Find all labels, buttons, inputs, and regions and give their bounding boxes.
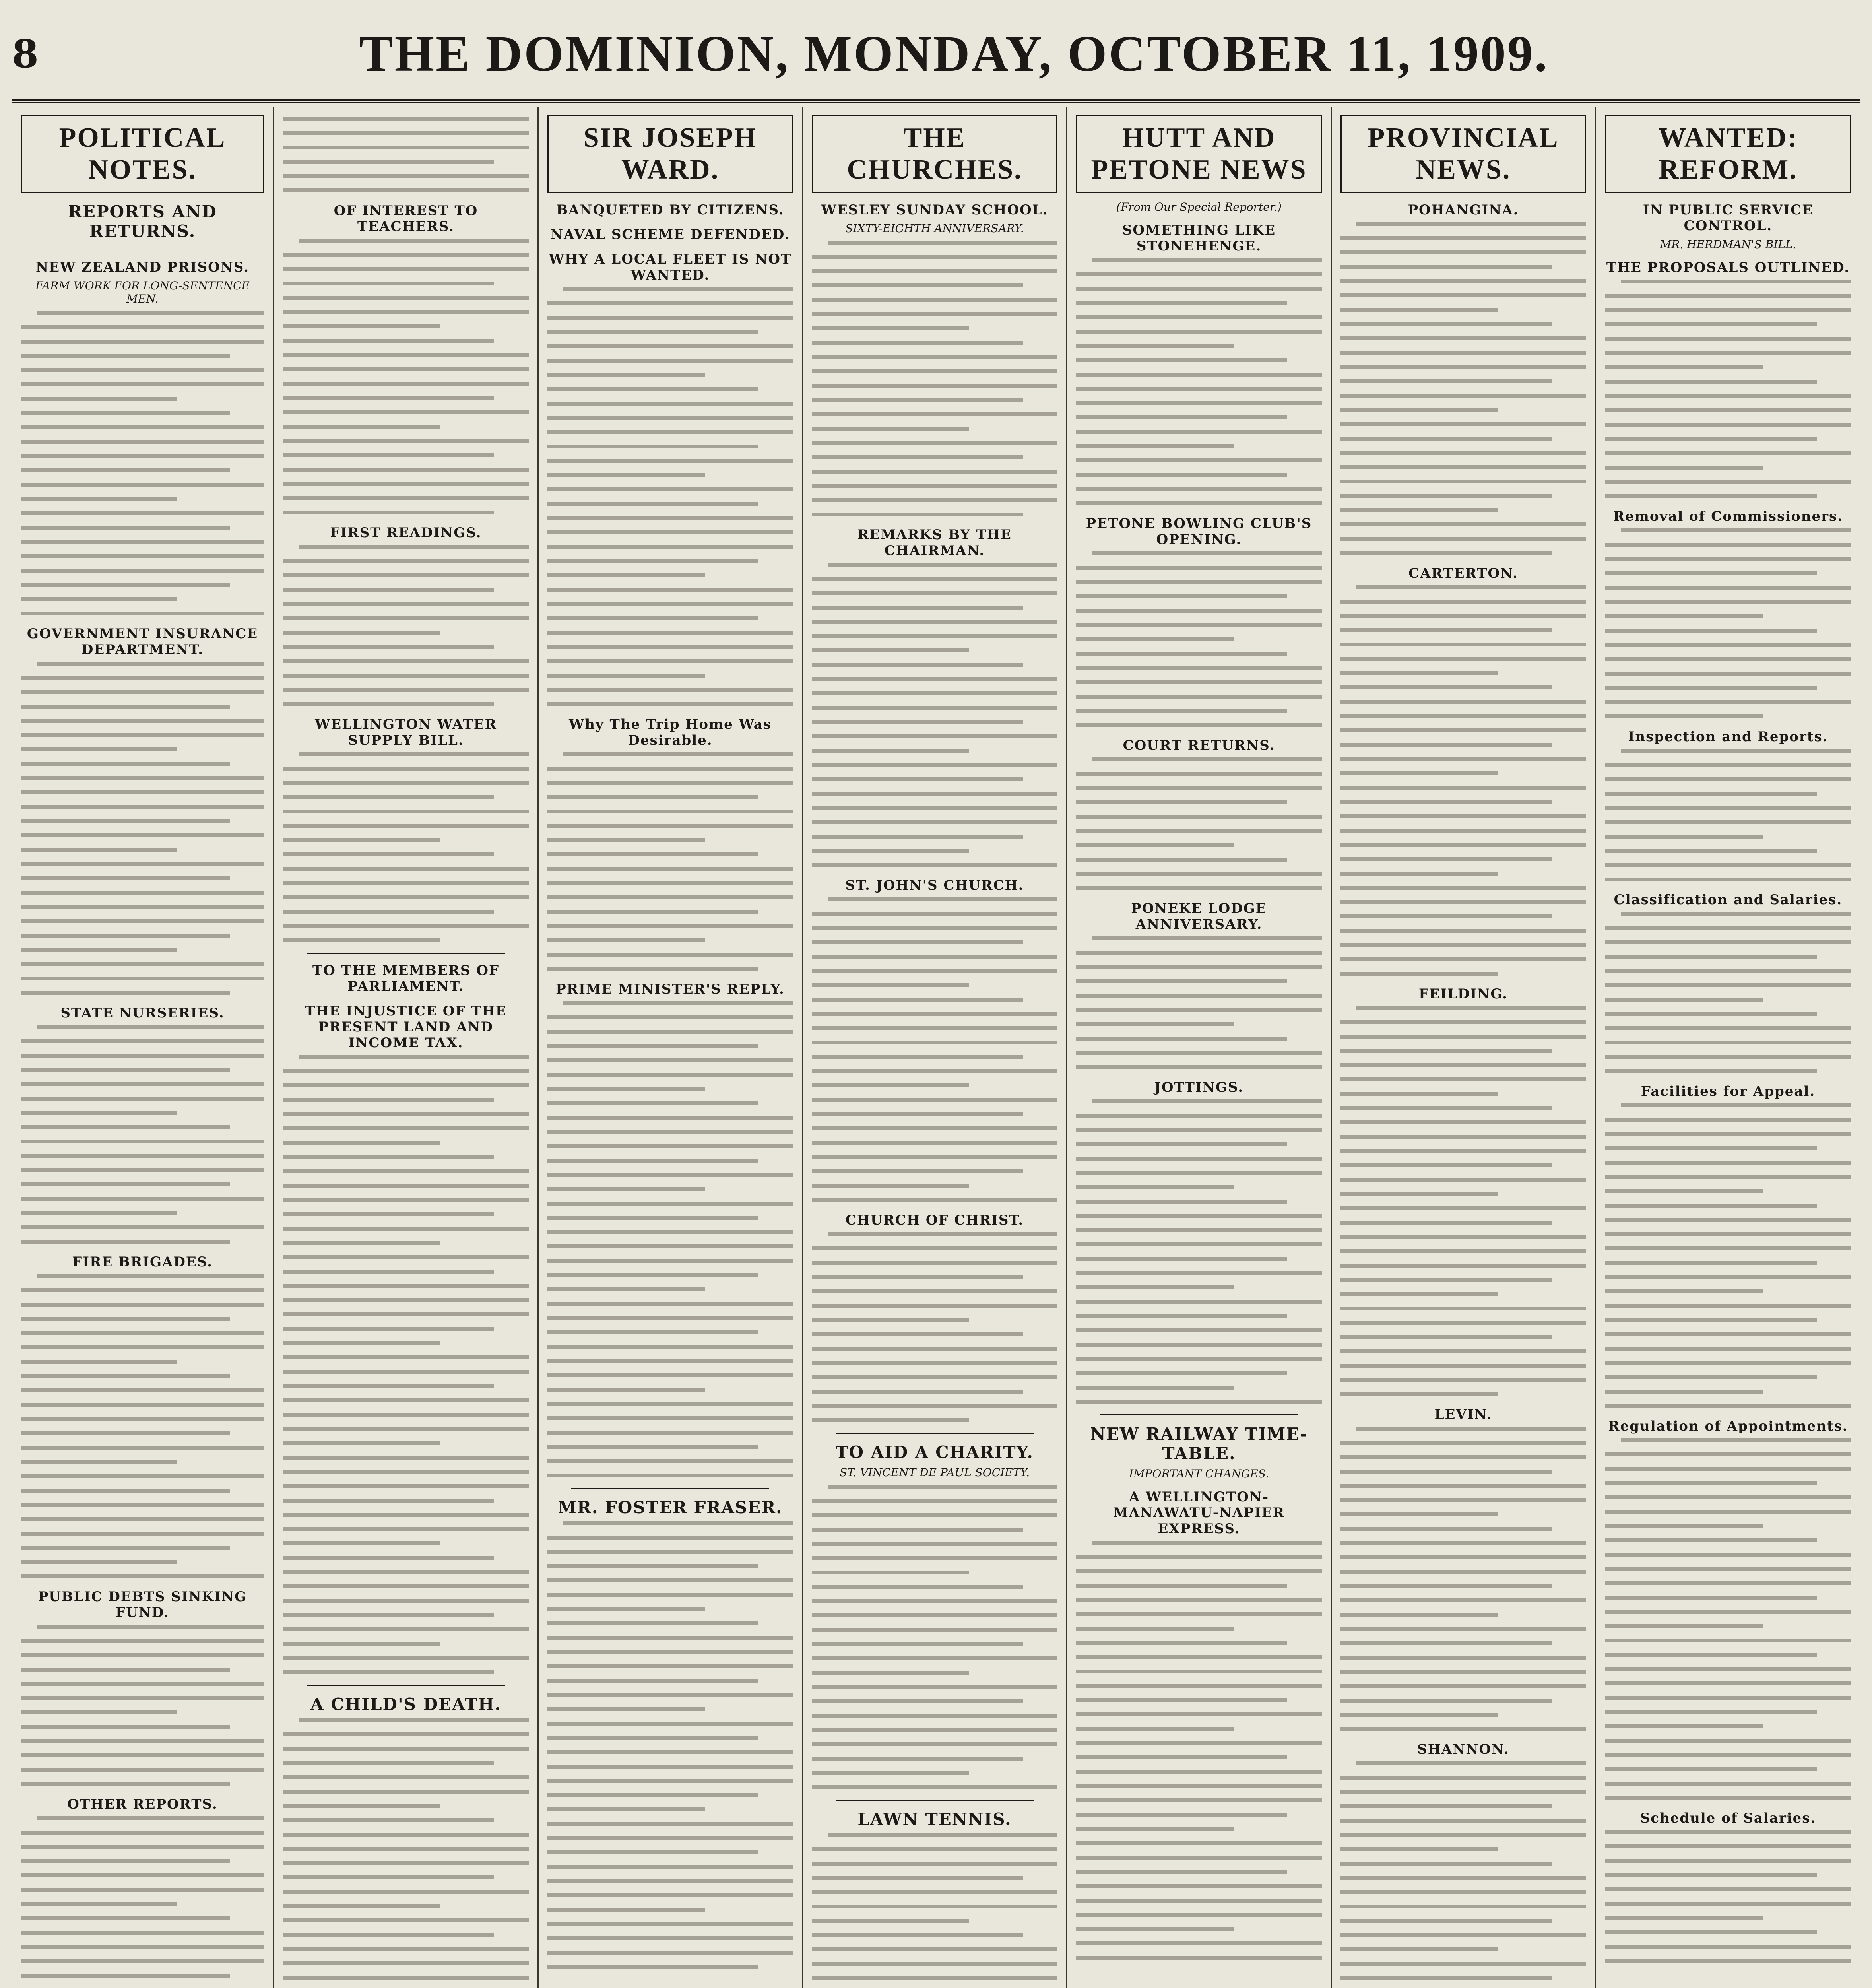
section-heading: Classification and Salaries. [1614,892,1843,908]
section-heading: TO AID A CHARITY. [836,1442,1034,1462]
section-heading: THE INJUSTICE OF THE PRESENT LAND AND INCOME TAX. [305,1003,507,1051]
column-parliament [274,107,539,1988]
article-body [283,117,529,192]
article-body [1076,551,1322,727]
section-heading: NEW RAILWAY TIME-TABLE. [1090,1424,1308,1463]
section-heading: THE PROPOSALS OUTLINED. [1606,260,1850,276]
article-body [1340,1427,1586,1731]
article-body [283,545,529,706]
column-heading: HUTT AND PETONE NEWS [1076,115,1322,193]
section-heading: MR. FOSTER FRASER. [558,1498,783,1517]
article-body [1340,222,1586,555]
article-body [1076,936,1322,1069]
article-body [283,1718,529,1988]
article-body [812,1232,1057,1422]
article-body [21,1274,264,1578]
article-body [1605,280,1851,498]
section-heading: WHY A LOCAL FLEET IS NOT WANTED. [549,251,792,283]
section-heading: POHANGINA. [1408,202,1519,218]
section-deck: MR. HERDMAN'S BILL. [1660,238,1796,251]
column-heading: THE CHURCHES. [812,115,1057,193]
section-heading: SHANNON. [1417,1741,1509,1757]
section-heading: A WELLINGTON-MANAWATU-NAPIER EXPRESS. [1113,1489,1285,1537]
section-heading: NEW ZEALAND PRISONS. [36,259,249,275]
section-heading: FEILDING. [1419,986,1508,1002]
section-heading: A CHILD'S DEATH. [310,1695,501,1714]
article-body [1076,1099,1322,1404]
page-number: 8 [12,31,39,76]
article-body [812,563,1057,867]
article-body [547,1001,793,1477]
column-heading: POLITICAL NOTES. [21,115,264,193]
section-heading: OTHER REPORTS. [67,1796,218,1812]
article-body [21,1816,264,1988]
column-provincial-news [1332,107,1596,1988]
column-heading: SIR JOSEPH WARD. [547,115,793,193]
article-body [812,1833,1057,1988]
article-body [1605,1103,1851,1408]
article-body [1340,1006,1586,1396]
section-heading: PRIME MINISTER'S REPLY. [556,981,785,997]
section-heading: PONEKE LODGE ANNIVERSARY. [1131,901,1267,932]
section-heading: IN PUBLIC SERVICE CONTROL. [1643,202,1814,234]
column-sir-joseph-ward [539,107,803,1988]
section-heading: CARTERTON. [1408,565,1518,581]
article-body [21,662,264,995]
article-body [812,1485,1057,1789]
article-body [1605,749,1851,881]
section-heading: REMARKS BY THE CHAIRMAN. [857,527,1012,559]
article-body [1340,585,1586,976]
article-body [812,241,1057,516]
article-body [1076,258,1322,505]
section-heading: NAVAL SCHEME DEFENDED. [551,227,790,243]
section-heading: WELLINGTON WATER SUPPLY BILL. [315,716,497,748]
section-heading: TO THE MEMBERS OF PARLIAMENT. [312,963,500,994]
section-heading: WESLEY SUNDAY SCHOOL. [821,202,1048,218]
article-body [283,1055,529,1674]
column-wanted-reform [1596,107,1860,1988]
section-heading: PUBLIC DEBTS SINKING FUND. [38,1589,247,1621]
section-heading: BANQUETED BY CITIZENS. [556,202,784,218]
masthead-title: THE DOMINION, MONDAY, OCTOBER 11, 1909. [359,25,1549,82]
column-political-notes [12,107,274,1988]
section-heading: Why The Trip Home Was Desirable. [569,716,772,748]
section-heading: LAWN TENNIS. [857,1809,1012,1829]
section-heading: PETONE BOWLING CLUB'S OPENING. [1086,516,1312,547]
article-body [1076,1541,1322,1960]
section-deck: IMPORTANT CHANGES. [1129,1467,1269,1480]
section-heading: Removal of Commissioners. [1613,509,1843,524]
section-deck: (From Our Special Reporter.) [1116,200,1282,214]
section-heading: LEVIN. [1434,1407,1492,1423]
section-heading: REPORTS AND RETURNS. [68,202,217,241]
section-heading: SOMETHING LIKE STONEHENGE. [1122,222,1276,254]
section-heading: GOVERNMENT INSURANCE DEPARTMENT. [27,626,258,658]
section-heading: CHURCH OF CHRIST. [845,1212,1024,1228]
section-heading: Inspection and Reports. [1628,729,1828,745]
article-body [21,311,264,615]
section-heading: COURT RETURNS. [1123,738,1275,753]
article-body [283,239,529,514]
article-body [1076,757,1322,890]
article-body [812,897,1057,1202]
section-heading: Regulation of Appointments. [1608,1418,1848,1434]
article-body [1605,1438,1851,1800]
column-heading: PROVINCIAL NEWS. [1340,115,1586,193]
column-churches [803,107,1067,1988]
article-body [21,1625,264,1786]
section-heading: Schedule of Salaries. [1640,1810,1816,1826]
column-heading: WANTED: REFORM. [1605,115,1851,193]
article-body [21,1025,264,1244]
section-heading: STATE NURSERIES. [60,1005,225,1021]
article-body [547,1521,793,1969]
article-body [547,752,793,971]
section-heading: OF INTEREST TO TEACHERS. [334,203,478,235]
section-heading: FIRST READINGS. [330,525,482,541]
column-hutt-petone [1067,107,1332,1988]
section-heading: ST. JOHN'S CHURCH. [845,878,1024,893]
section-deck: SIXTY-EIGHTH ANNIVERSARY. [845,222,1024,235]
section-heading: FIRE BRIGADES. [72,1254,213,1270]
article-body [1605,528,1851,718]
section-deck: ST. VINCENT DE PAUL SOCIETY. [839,1466,1030,1479]
section-heading: JOTTINGS. [1154,1079,1244,1095]
section-heading: Facilities for Appeal. [1641,1083,1816,1099]
article-body [283,752,529,942]
article-body [1605,912,1851,1073]
article-body [547,287,793,706]
columns [12,107,1860,1988]
masthead [12,8,1860,103]
article-body [1340,1761,1586,1988]
article-body [1605,1830,1851,1963]
section-deck: FARM WORK FOR LONG-SENTENCE MEN. [35,279,250,305]
